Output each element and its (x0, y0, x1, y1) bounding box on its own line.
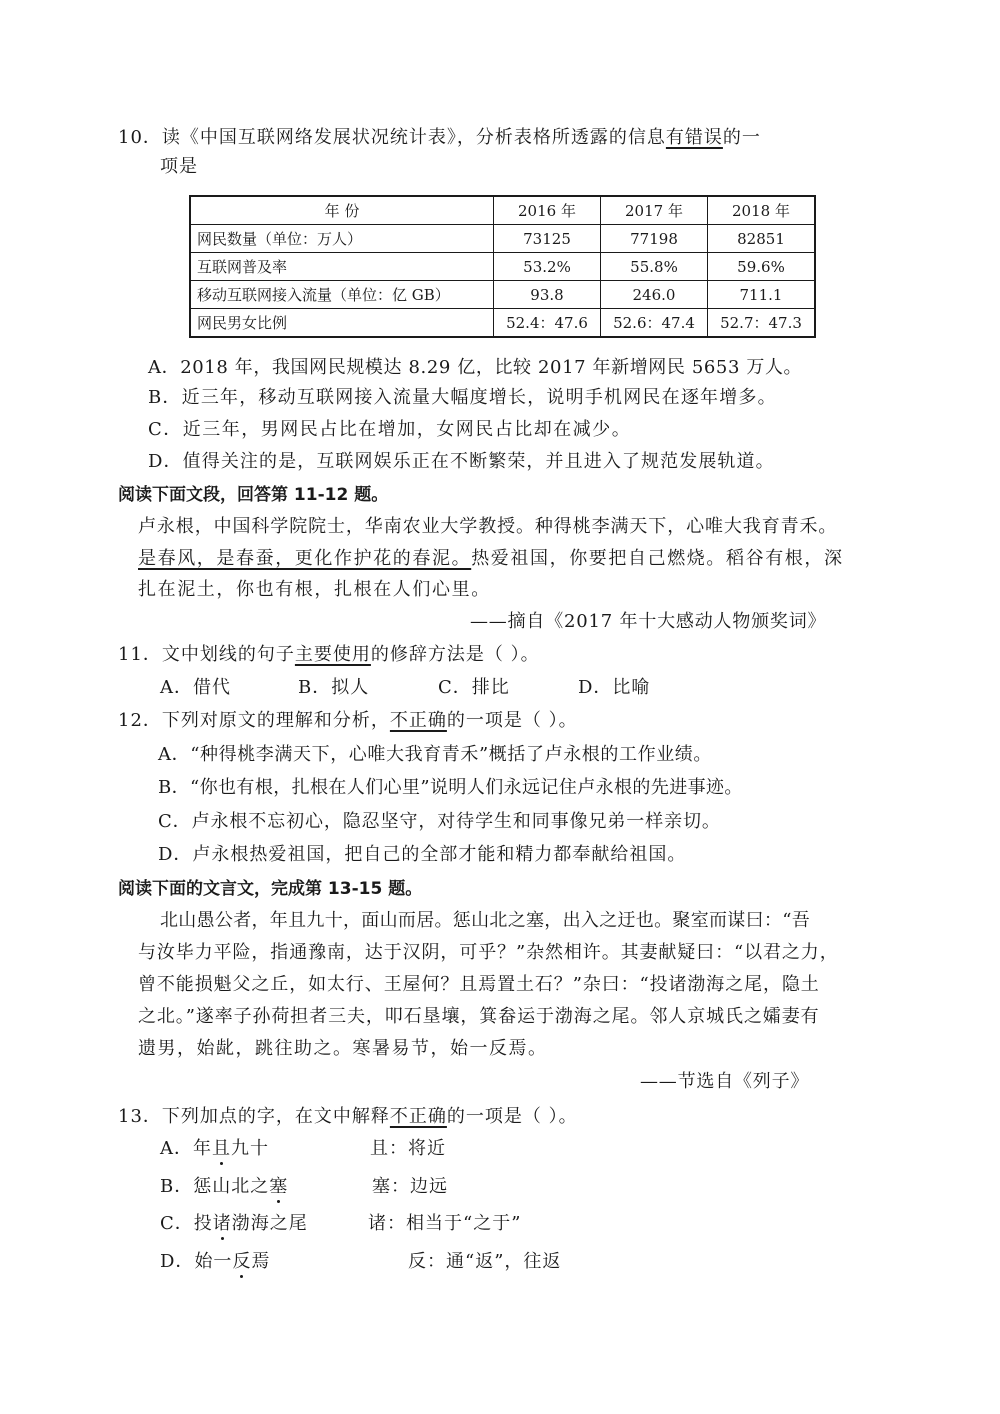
table-cell: 73125 (494, 225, 601, 253)
table-cell: 711.1 (708, 281, 816, 309)
q13-option-d-explain: 反：通“返”，往返 (408, 1251, 562, 1272)
q11-option-c: C．排比 (438, 677, 510, 698)
table-header-cell: 2017 年 (601, 196, 708, 225)
q11-option-d: D．比喻 (578, 677, 651, 698)
q10-option-b: B．近三年，移动互联网接入流量大幅度增长，说明手机网民在逐年增多。 (148, 387, 777, 408)
passage-line (138, 547, 844, 571)
q13-emphasis: 不正确 (389, 1106, 447, 1127)
table-row (190, 225, 815, 253)
table-cell: 246.0 (601, 281, 708, 309)
option-text: 始一 (194, 1251, 233, 1272)
table-cell: 55.8% (601, 253, 708, 281)
table-cell: 52.7：47.3 (708, 309, 816, 338)
q10-stem-text: 读《中国互联网络发展状况统计表》，分析表格所透露的信息 (161, 127, 666, 148)
table-cell: 网民男女比例 (190, 309, 494, 338)
question-number: 10． (118, 127, 162, 148)
dotted-character: 且 (212, 1138, 231, 1159)
q13-option-a (160, 1137, 269, 1161)
section-heading-13-15: 阅读下面的文言文，完成第 13-15 题。 (118, 879, 423, 899)
q11-option-b: B．拟人 (298, 677, 370, 698)
q13-option-c-explain: 诸：相当于“之于” (368, 1213, 522, 1234)
q12-option-d: D．卢永根热爱祖国，把自己的全部才能和精力都奉献给祖国。 (158, 844, 687, 865)
option-letter: B． (160, 1176, 194, 1197)
option-text: 年 (193, 1138, 212, 1159)
dotted-character: 塞 (269, 1176, 289, 1197)
q13-option-b (160, 1175, 288, 1199)
option-letter: C． (160, 1213, 194, 1234)
question-number: 11． (118, 644, 162, 665)
q11-option-a: A．借代 (160, 677, 231, 698)
q13-stem-text: 下列加点的字，在文中解释 (161, 1106, 390, 1127)
table-header-cell: 2018 年 (708, 196, 816, 225)
q12-stem-text-end: 的一项是（ ）。 (446, 710, 578, 731)
option-text: 投 (193, 1213, 213, 1234)
q13-option-a-explain: 且：将近 (370, 1138, 446, 1159)
passage-source: ——摘自《2017 年十大感动人物颁奖词》 (470, 611, 827, 632)
table-cell: 互联网普及率 (190, 253, 494, 281)
table-row (190, 253, 815, 281)
passage-text: 热爱祖国，你要把自己燃烧。稻谷有根，深 (471, 548, 844, 569)
dotted-character: 反 (232, 1251, 252, 1272)
q12-emphasis: 不正确 (389, 710, 447, 731)
table-header-cell: 年 份 (190, 196, 494, 225)
underlined-sentence: 是春风，是春蚕，更化作护花的春泥。 (138, 548, 472, 569)
q12-option-c: C．卢永根不忘初心，隐忍坚守，对待学生和同事像兄弟一样亲切。 (158, 811, 721, 832)
q13-stem (118, 1105, 578, 1129)
table-row (190, 309, 815, 338)
option-text: 惩山北之 (193, 1176, 270, 1197)
classical-passage-line: 遗男，始龀，跳往助之。寒暑易节，始一反焉。 (138, 1038, 548, 1059)
classical-passage-line: 曾不能损魁父之丘，如太行、王屋何？且焉置土石？”杂曰：“投诸渤海之尾，隐土 (138, 974, 820, 995)
table-cell: 93.8 (494, 281, 601, 309)
option-letter: A． (160, 1138, 193, 1159)
classical-passage-line: 之北。”遂率子孙荷担者三夫，叩石垦壤，箕畚运于渤海之尾。邻人京城氏之孀妻有 (138, 1006, 820, 1027)
question-number: 12． (118, 710, 162, 731)
table-cell: 82851 (708, 225, 816, 253)
section-heading-11-12: 阅读下面文段，回答第 11-12 题。 (118, 485, 389, 505)
q11-stem (118, 643, 540, 667)
passage-line: 扎在泥土，你也有根，扎根在人们心里。 (138, 579, 491, 600)
table-header-row (190, 196, 815, 225)
option-text: 九十 (231, 1138, 269, 1159)
table-row (190, 281, 815, 309)
q11-stem-text-end: 的修辞方法是（ ）。 (370, 644, 540, 665)
table-header-cell: 2016 年 (494, 196, 601, 225)
classical-passage-line: 与汝毕力平险，指通豫南，达于汉阴，可乎？”杂然相许。其妻献疑曰：“以君之力， (138, 942, 839, 963)
q13-stem-text-end: 的一项是（ ）。 (446, 1106, 578, 1127)
q10-emphasis: 有错误 (665, 127, 723, 148)
q12-option-b: B．“你也有根，扎根在人们心里”说明人们永远记住卢永根的先进事迹。 (158, 777, 743, 798)
q10-stem (118, 126, 761, 150)
table-cell: 52.4：47.6 (494, 309, 601, 338)
dotted-character: 诸 (212, 1213, 232, 1234)
table-cell: 网民数量（单位：万人） (190, 225, 494, 253)
table-cell: 77198 (601, 225, 708, 253)
table-cell: 53.2% (494, 253, 601, 281)
q10-option-c: C．近三年，男网民占比在增加，女网民占比却在减少。 (148, 419, 632, 440)
table-cell: 59.6% (708, 253, 816, 281)
table-cell: 移动互联网接入流量（单位：亿 GB） (190, 281, 494, 309)
classical-passage-line: 北山愚公者，年且九十，面山而居。惩山北之塞，出入之迂也。聚室而谋曰：“吾 (160, 910, 810, 931)
q10-stem-line2: 项是 (160, 156, 198, 177)
q13-option-c (160, 1212, 308, 1236)
option-letter: D． (160, 1251, 195, 1272)
passage-source: ——节选自《列子》 (640, 1071, 810, 1092)
option-text: 渤海之尾 (231, 1213, 308, 1234)
q11-stem-text: 文中划线的句子 (161, 644, 295, 665)
q12-option-a: A．“种得桃李满天下，心唯大我育青禾”概括了卢永根的工作业绩。 (158, 744, 713, 765)
q13-option-b-explain: 塞：边远 (372, 1176, 448, 1197)
q10-stem-text-end: 的一 (722, 127, 761, 148)
q12-stem-text: 下列对原文的理解和分析， (161, 710, 390, 731)
q10-option-a: A．2018 年，我国网民规模达 8.29 亿，比较 2017 年新增网民 5653 万人。 (148, 357, 803, 378)
q10-option-d: D．值得关注的是，互联网娱乐正在不断繁荣，并且进入了规范发展轨道。 (148, 451, 775, 472)
q11-emphasis: 主要使用 (294, 644, 371, 665)
internet-stats-table (189, 195, 816, 338)
table-cell: 52.6：47.4 (601, 309, 708, 338)
question-number: 13． (118, 1106, 162, 1127)
passage-line: 卢永根，中国科学院院士，华南农业大学教授。种得桃李满天下，心唯大我育青禾。 (138, 516, 838, 537)
q12-stem (118, 709, 578, 733)
q13-option-d (160, 1250, 270, 1274)
option-text: 焉 (251, 1251, 271, 1272)
